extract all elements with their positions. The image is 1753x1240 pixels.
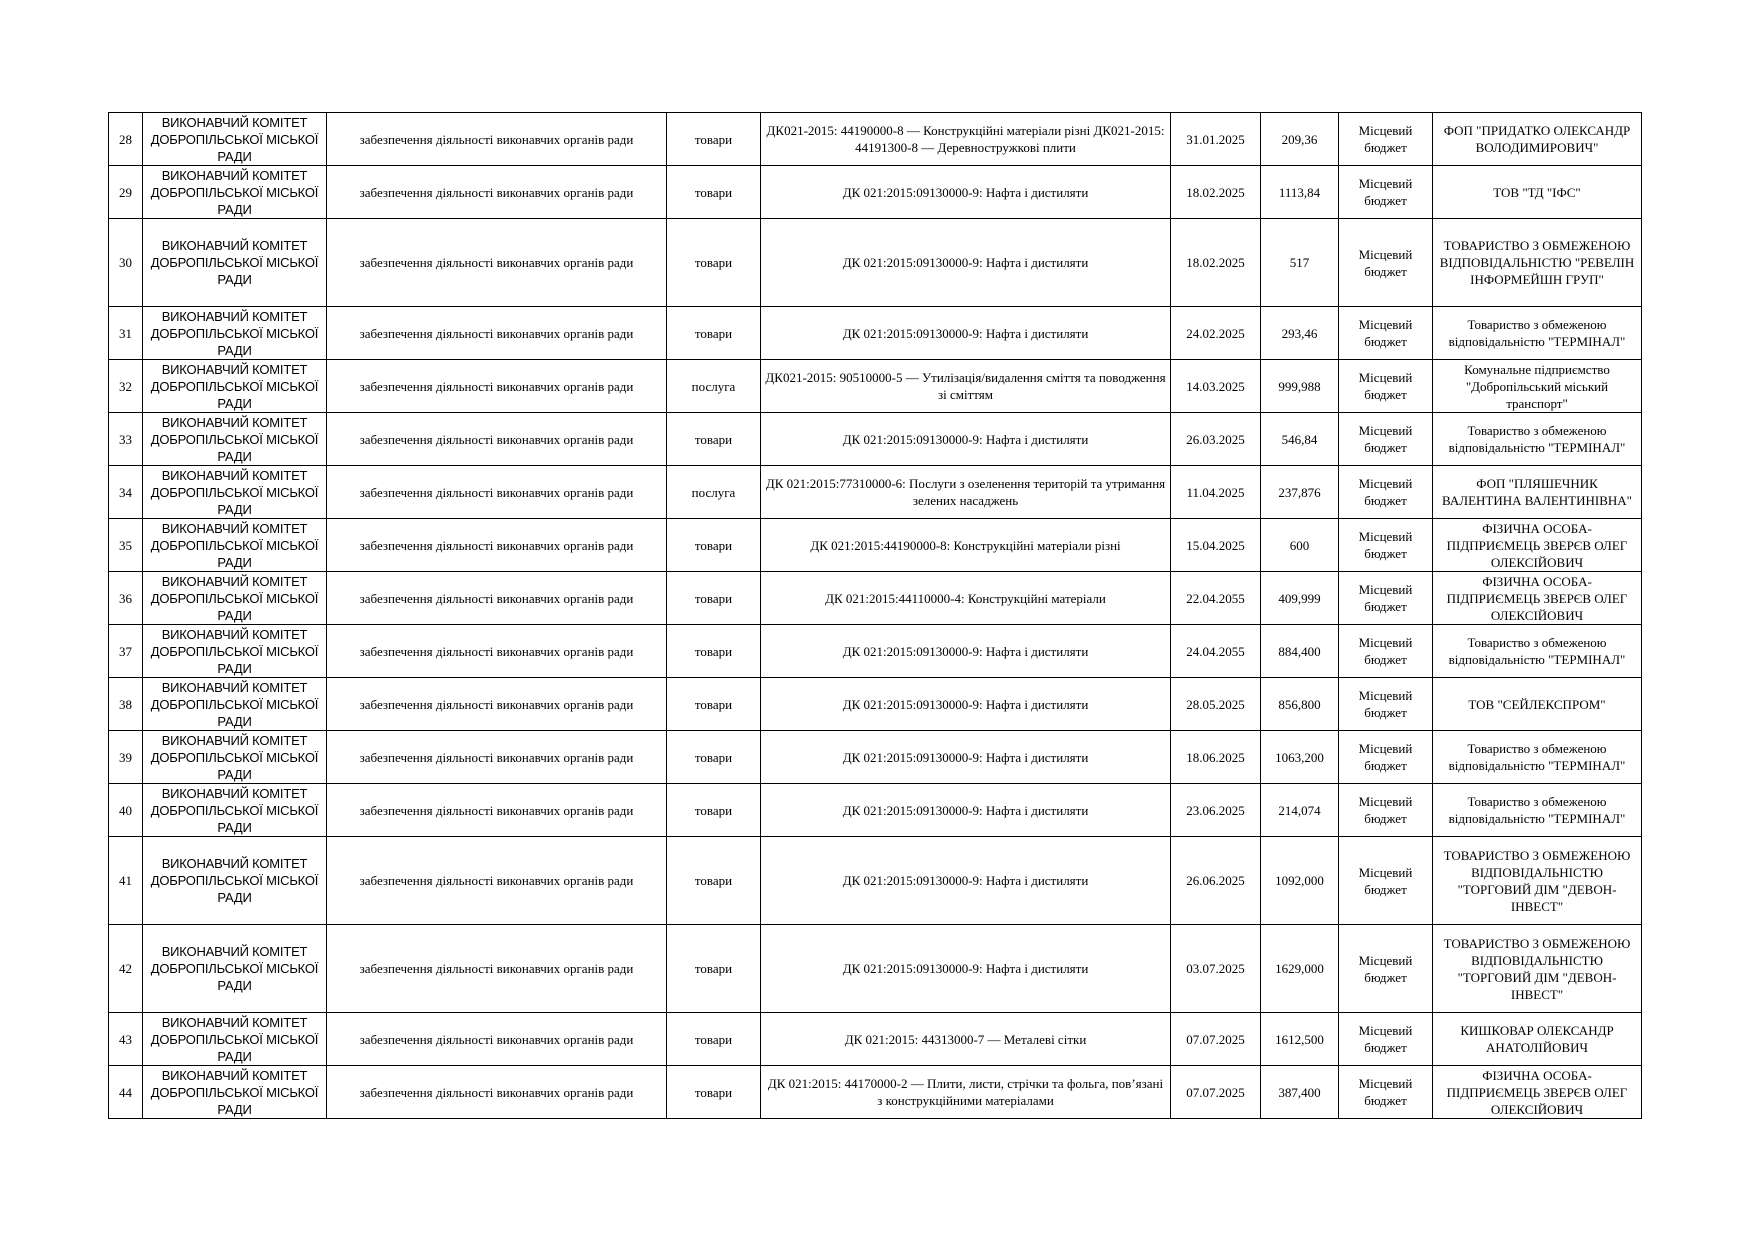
cell-amount: 237,876 <box>1261 466 1339 519</box>
cell-row-number: 30 <box>109 219 143 307</box>
cell-purpose: забезпечення діяльності виконавчих органів ради <box>327 219 667 307</box>
table-row <box>109 413 1642 466</box>
cell-procurement-type: товари <box>667 731 761 784</box>
cell-supplier: ТОВ "СЕЙЛЕКСПРОМ" <box>1433 678 1642 731</box>
cell-budget-source: Місцевий бюджет <box>1339 519 1433 572</box>
table-row <box>109 466 1642 519</box>
cell-subject: ДК 021:2015:09130000-9: Нафта і дистиляти <box>761 307 1171 360</box>
table-row <box>109 784 1642 837</box>
cell-organization: ВИКОНАВЧИЙ КОМІТЕТ ДОБРОПІЛЬСЬКОЇ МІСЬКОЇ РАДИ <box>143 113 327 166</box>
cell-date: 22.04.2055 <box>1171 572 1261 625</box>
cell-row-number: 43 <box>109 1013 143 1066</box>
cell-row-number: 41 <box>109 837 143 925</box>
procurement-table <box>108 112 1642 1119</box>
cell-purpose: забезпечення діяльності виконавчих органів ради <box>327 572 667 625</box>
cell-budget-source: Місцевий бюджет <box>1339 1013 1433 1066</box>
table-body <box>109 113 1642 1119</box>
cell-supplier: ТОВ "ТД "ІФС" <box>1433 166 1642 219</box>
cell-date: 11.04.2025 <box>1171 466 1261 519</box>
cell-organization: ВИКОНАВЧИЙ КОМІТЕТ ДОБРОПІЛЬСЬКОЇ МІСЬКОЇ РАДИ <box>143 837 327 925</box>
cell-subject: ДК 021:2015:09130000-9: Нафта і дистиляти <box>761 731 1171 784</box>
cell-amount: 517 <box>1261 219 1339 307</box>
cell-row-number: 31 <box>109 307 143 360</box>
cell-date: 18.02.2025 <box>1171 166 1261 219</box>
cell-date: 18.06.2025 <box>1171 731 1261 784</box>
table-row <box>109 360 1642 413</box>
cell-row-number: 36 <box>109 572 143 625</box>
cell-organization: ВИКОНАВЧИЙ КОМІТЕТ ДОБРОПІЛЬСЬКОЇ МІСЬКОЇ РАДИ <box>143 925 327 1013</box>
cell-date: 26.03.2025 <box>1171 413 1261 466</box>
cell-row-number: 42 <box>109 925 143 1013</box>
cell-budget-source: Місцевий бюджет <box>1339 837 1433 925</box>
cell-row-number: 35 <box>109 519 143 572</box>
cell-budget-source: Місцевий бюджет <box>1339 572 1433 625</box>
table-row <box>109 219 1642 307</box>
cell-budget-source: Місцевий бюджет <box>1339 413 1433 466</box>
cell-procurement-type: товари <box>667 219 761 307</box>
cell-budget-source: Місцевий бюджет <box>1339 307 1433 360</box>
cell-date: 23.06.2025 <box>1171 784 1261 837</box>
cell-purpose: забезпечення діяльності виконавчих органів ради <box>327 519 667 572</box>
cell-amount: 1629,000 <box>1261 925 1339 1013</box>
cell-amount: 214,074 <box>1261 784 1339 837</box>
cell-supplier: ФОП "ПЛЯШЕЧНИК ВАЛЕНТИНА ВАЛЕНТИНІВНА" <box>1433 466 1642 519</box>
cell-budget-source: Місцевий бюджет <box>1339 219 1433 307</box>
cell-supplier: КИШКОВАР ОЛЕКСАНДР АНАТОЛІЙОВИЧ <box>1433 1013 1642 1066</box>
cell-amount: 884,400 <box>1261 625 1339 678</box>
cell-row-number: 28 <box>109 113 143 166</box>
cell-procurement-type: товари <box>667 925 761 1013</box>
cell-amount: 600 <box>1261 519 1339 572</box>
cell-date: 07.07.2025 <box>1171 1013 1261 1066</box>
table-row <box>109 1013 1642 1066</box>
cell-budget-source: Місцевий бюджет <box>1339 731 1433 784</box>
cell-amount: 856,800 <box>1261 678 1339 731</box>
cell-date: 03.07.2025 <box>1171 925 1261 1013</box>
cell-row-number: 37 <box>109 625 143 678</box>
cell-date: 26.06.2025 <box>1171 837 1261 925</box>
cell-budget-source: Місцевий бюджет <box>1339 166 1433 219</box>
cell-row-number: 29 <box>109 166 143 219</box>
cell-purpose: забезпечення діяльності виконавчих органів ради <box>327 466 667 519</box>
cell-amount: 1092,000 <box>1261 837 1339 925</box>
cell-subject: ДК 021:2015: 44170000-2 — Плити, листи, стрічки та фольга, пов’язані з конструкційними матеріалами <box>761 1066 1171 1119</box>
cell-organization: ВИКОНАВЧИЙ КОМІТЕТ ДОБРОПІЛЬСЬКОЇ МІСЬКОЇ РАДИ <box>143 1066 327 1119</box>
cell-subject: ДК 021:2015:09130000-9: Нафта і дистиляти <box>761 784 1171 837</box>
table-row <box>109 678 1642 731</box>
cell-subject: ДК021-2015: 90510000-5 — Утилізація/видалення сміття та поводження зі сміттям <box>761 360 1171 413</box>
cell-organization: ВИКОНАВЧИЙ КОМІТЕТ ДОБРОПІЛЬСЬКОЇ МІСЬКОЇ РАДИ <box>143 572 327 625</box>
cell-purpose: забезпечення діяльності виконавчих органів ради <box>327 113 667 166</box>
cell-subject: ДК021-2015: 44190000-8 — Конструкційні матеріали різні ДК021-2015: 44191300-8 — Деревностружкові плити <box>761 113 1171 166</box>
cell-organization: ВИКОНАВЧИЙ КОМІТЕТ ДОБРОПІЛЬСЬКОЇ МІСЬКОЇ РАДИ <box>143 413 327 466</box>
cell-procurement-type: товари <box>667 1066 761 1119</box>
cell-procurement-type: товари <box>667 307 761 360</box>
cell-supplier: ФІЗИЧНА ОСОБА-ПІДПРИЄМЕЦЬ ЗВЕРЄВ ОЛЕГ ОЛЕКСІЙОВИЧ <box>1433 1066 1642 1119</box>
table-row <box>109 113 1642 166</box>
cell-subject: ДК 021:2015:09130000-9: Нафта і дистиляти <box>761 925 1171 1013</box>
cell-supplier: Комунальне підприємство "Добропільський міський транспорт" <box>1433 360 1642 413</box>
cell-date: 28.05.2025 <box>1171 678 1261 731</box>
cell-subject: ДК 021:2015:09130000-9: Нафта і дистиляти <box>761 625 1171 678</box>
cell-budget-source: Місцевий бюджет <box>1339 678 1433 731</box>
cell-organization: ВИКОНАВЧИЙ КОМІТЕТ ДОБРОПІЛЬСЬКОЇ МІСЬКОЇ РАДИ <box>143 1013 327 1066</box>
cell-supplier: Товариство з обмеженою відповідальністю "ТЕРМІНАЛ" <box>1433 625 1642 678</box>
cell-organization: ВИКОНАВЧИЙ КОМІТЕТ ДОБРОПІЛЬСЬКОЇ МІСЬКОЇ РАДИ <box>143 360 327 413</box>
cell-supplier: ФІЗИЧНА ОСОБА-ПІДПРИЄМЕЦЬ ЗВЕРЄВ ОЛЕГ ОЛЕКСІЙОВИЧ <box>1433 519 1642 572</box>
cell-subject: ДК 021:2015:09130000-9: Нафта і дистиляти <box>761 413 1171 466</box>
cell-budget-source: Місцевий бюджет <box>1339 784 1433 837</box>
table-row <box>109 307 1642 360</box>
cell-purpose: забезпечення діяльності виконавчих органів ради <box>327 1066 667 1119</box>
cell-procurement-type: товари <box>667 413 761 466</box>
cell-supplier: Товариство з обмеженою відповідальністю "ТЕРМІНАЛ" <box>1433 784 1642 837</box>
cell-purpose: забезпечення діяльності виконавчих органів ради <box>327 307 667 360</box>
table-row <box>109 925 1642 1013</box>
cell-supplier: ТОВАРИСТВО З ОБМЕЖЕНОЮ ВІДПОВІДАЛЬНІСТЮ "РЕВЕЛІН ІНФОРМЕЙШН ГРУП" <box>1433 219 1642 307</box>
cell-row-number: 44 <box>109 1066 143 1119</box>
cell-organization: ВИКОНАВЧИЙ КОМІТЕТ ДОБРОПІЛЬСЬКОЇ МІСЬКОЇ РАДИ <box>143 519 327 572</box>
cell-amount: 1113,84 <box>1261 166 1339 219</box>
table-row <box>109 166 1642 219</box>
cell-purpose: забезпечення діяльності виконавчих органів ради <box>327 837 667 925</box>
cell-amount: 209,36 <box>1261 113 1339 166</box>
cell-purpose: забезпечення діяльності виконавчих органів ради <box>327 731 667 784</box>
cell-subject: ДК 021:2015:09130000-9: Нафта і дистиляти <box>761 166 1171 219</box>
cell-date: 24.04.2055 <box>1171 625 1261 678</box>
cell-subject: ДК 021:2015:09130000-9: Нафта і дистиляти <box>761 837 1171 925</box>
table-row <box>109 572 1642 625</box>
cell-supplier: ФІЗИЧНА ОСОБА-ПІДПРИЄМЕЦЬ ЗВЕРЄВ ОЛЕГ ОЛЕКСІЙОВИЧ <box>1433 572 1642 625</box>
cell-procurement-type: товари <box>667 784 761 837</box>
table-row <box>109 519 1642 572</box>
cell-amount: 1063,200 <box>1261 731 1339 784</box>
cell-budget-source: Місцевий бюджет <box>1339 360 1433 413</box>
cell-row-number: 32 <box>109 360 143 413</box>
cell-procurement-type: товари <box>667 519 761 572</box>
cell-procurement-type: товари <box>667 625 761 678</box>
cell-subject: ДК 021:2015:09130000-9: Нафта і дистиляти <box>761 219 1171 307</box>
cell-purpose: забезпечення діяльності виконавчих органів ради <box>327 413 667 466</box>
cell-purpose: забезпечення діяльності виконавчих органів ради <box>327 678 667 731</box>
cell-row-number: 39 <box>109 731 143 784</box>
cell-row-number: 38 <box>109 678 143 731</box>
cell-amount: 999,988 <box>1261 360 1339 413</box>
cell-purpose: забезпечення діяльності виконавчих органів ради <box>327 166 667 219</box>
cell-budget-source: Місцевий бюджет <box>1339 625 1433 678</box>
cell-procurement-type: товари <box>667 837 761 925</box>
cell-procurement-type: послуга <box>667 466 761 519</box>
cell-supplier: ТОВАРИСТВО З ОБМЕЖЕНОЮ ВІДПОВІДАЛЬНІСТЮ "ТОРГОВИЙ ДІМ "ДЕВОН-ІНВЕСТ" <box>1433 925 1642 1013</box>
cell-subject: ДК 021:2015: 44313000-7 — Металеві сітки <box>761 1013 1171 1066</box>
cell-supplier: Товариство з обмеженою відповідальністю "ТЕРМІНАЛ" <box>1433 731 1642 784</box>
cell-procurement-type: товари <box>667 113 761 166</box>
cell-row-number: 40 <box>109 784 143 837</box>
cell-subject: ДК 021:2015:77310000-6: Послуги з озеленення територій та утримання зелених насаджень <box>761 466 1171 519</box>
cell-budget-source: Місцевий бюджет <box>1339 925 1433 1013</box>
cell-organization: ВИКОНАВЧИЙ КОМІТЕТ ДОБРОПІЛЬСЬКОЇ МІСЬКОЇ РАДИ <box>143 625 327 678</box>
cell-procurement-type: товари <box>667 166 761 219</box>
cell-organization: ВИКОНАВЧИЙ КОМІТЕТ ДОБРОПІЛЬСЬКОЇ МІСЬКОЇ РАДИ <box>143 784 327 837</box>
cell-organization: ВИКОНАВЧИЙ КОМІТЕТ ДОБРОПІЛЬСЬКОЇ МІСЬКОЇ РАДИ <box>143 731 327 784</box>
cell-amount: 1612,500 <box>1261 1013 1339 1066</box>
cell-date: 24.02.2025 <box>1171 307 1261 360</box>
cell-organization: ВИКОНАВЧИЙ КОМІТЕТ ДОБРОПІЛЬСЬКОЇ МІСЬКОЇ РАДИ <box>143 466 327 519</box>
table-row <box>109 731 1642 784</box>
cell-subject: ДК 021:2015:44110000-4: Конструкційні матеріали <box>761 572 1171 625</box>
cell-supplier: ТОВАРИСТВО З ОБМЕЖЕНОЮ ВІДПОВІДАЛЬНІСТЮ "ТОРГОВИЙ ДІМ "ДЕВОН-ІНВЕСТ" <box>1433 837 1642 925</box>
cell-organization: ВИКОНАВЧИЙ КОМІТЕТ ДОБРОПІЛЬСЬКОЇ МІСЬКОЇ РАДИ <box>143 678 327 731</box>
cell-row-number: 34 <box>109 466 143 519</box>
cell-date: 15.04.2025 <box>1171 519 1261 572</box>
cell-amount: 546,84 <box>1261 413 1339 466</box>
cell-supplier: Товариство з обмеженою відповідальністю "ТЕРМІНАЛ" <box>1433 413 1642 466</box>
cell-subject: ДК 021:2015:09130000-9: Нафта і дистиляти <box>761 678 1171 731</box>
cell-budget-source: Місцевий бюджет <box>1339 1066 1433 1119</box>
cell-purpose: забезпечення діяльності виконавчих органів ради <box>327 1013 667 1066</box>
cell-date: 18.02.2025 <box>1171 219 1261 307</box>
cell-row-number: 33 <box>109 413 143 466</box>
table-row <box>109 625 1642 678</box>
cell-procurement-type: послуга <box>667 360 761 413</box>
cell-procurement-type: товари <box>667 678 761 731</box>
cell-amount: 409,999 <box>1261 572 1339 625</box>
cell-organization: ВИКОНАВЧИЙ КОМІТЕТ ДОБРОПІЛЬСЬКОЇ МІСЬКОЇ РАДИ <box>143 307 327 360</box>
cell-date: 14.03.2025 <box>1171 360 1261 413</box>
cell-purpose: забезпечення діяльності виконавчих органів ради <box>327 925 667 1013</box>
cell-amount: 387,400 <box>1261 1066 1339 1119</box>
cell-purpose: забезпечення діяльності виконавчих органів ради <box>327 625 667 678</box>
cell-date: 07.07.2025 <box>1171 1066 1261 1119</box>
cell-organization: ВИКОНАВЧИЙ КОМІТЕТ ДОБРОПІЛЬСЬКОЇ МІСЬКОЇ РАДИ <box>143 166 327 219</box>
table-row <box>109 1066 1642 1119</box>
cell-budget-source: Місцевий бюджет <box>1339 466 1433 519</box>
cell-date: 31.01.2025 <box>1171 113 1261 166</box>
cell-procurement-type: товари <box>667 1013 761 1066</box>
cell-supplier: Товариство з обмеженою відповідальністю "ТЕРМІНАЛ" <box>1433 307 1642 360</box>
cell-supplier: ФОП "ПРИДАТКО ОЛЕКСАНДР ВОЛОДИМИРОВИЧ" <box>1433 113 1642 166</box>
cell-procurement-type: товари <box>667 572 761 625</box>
table-row <box>109 837 1642 925</box>
cell-amount: 293,46 <box>1261 307 1339 360</box>
cell-budget-source: Місцевий бюджет <box>1339 113 1433 166</box>
cell-purpose: забезпечення діяльності виконавчих органів ради <box>327 360 667 413</box>
cell-subject: ДК 021:2015:44190000-8: Конструкційні матеріали різні <box>761 519 1171 572</box>
cell-purpose: забезпечення діяльності виконавчих органів ради <box>327 784 667 837</box>
cell-organization: ВИКОНАВЧИЙ КОМІТЕТ ДОБРОПІЛЬСЬКОЇ МІСЬКОЇ РАДИ <box>143 219 327 307</box>
